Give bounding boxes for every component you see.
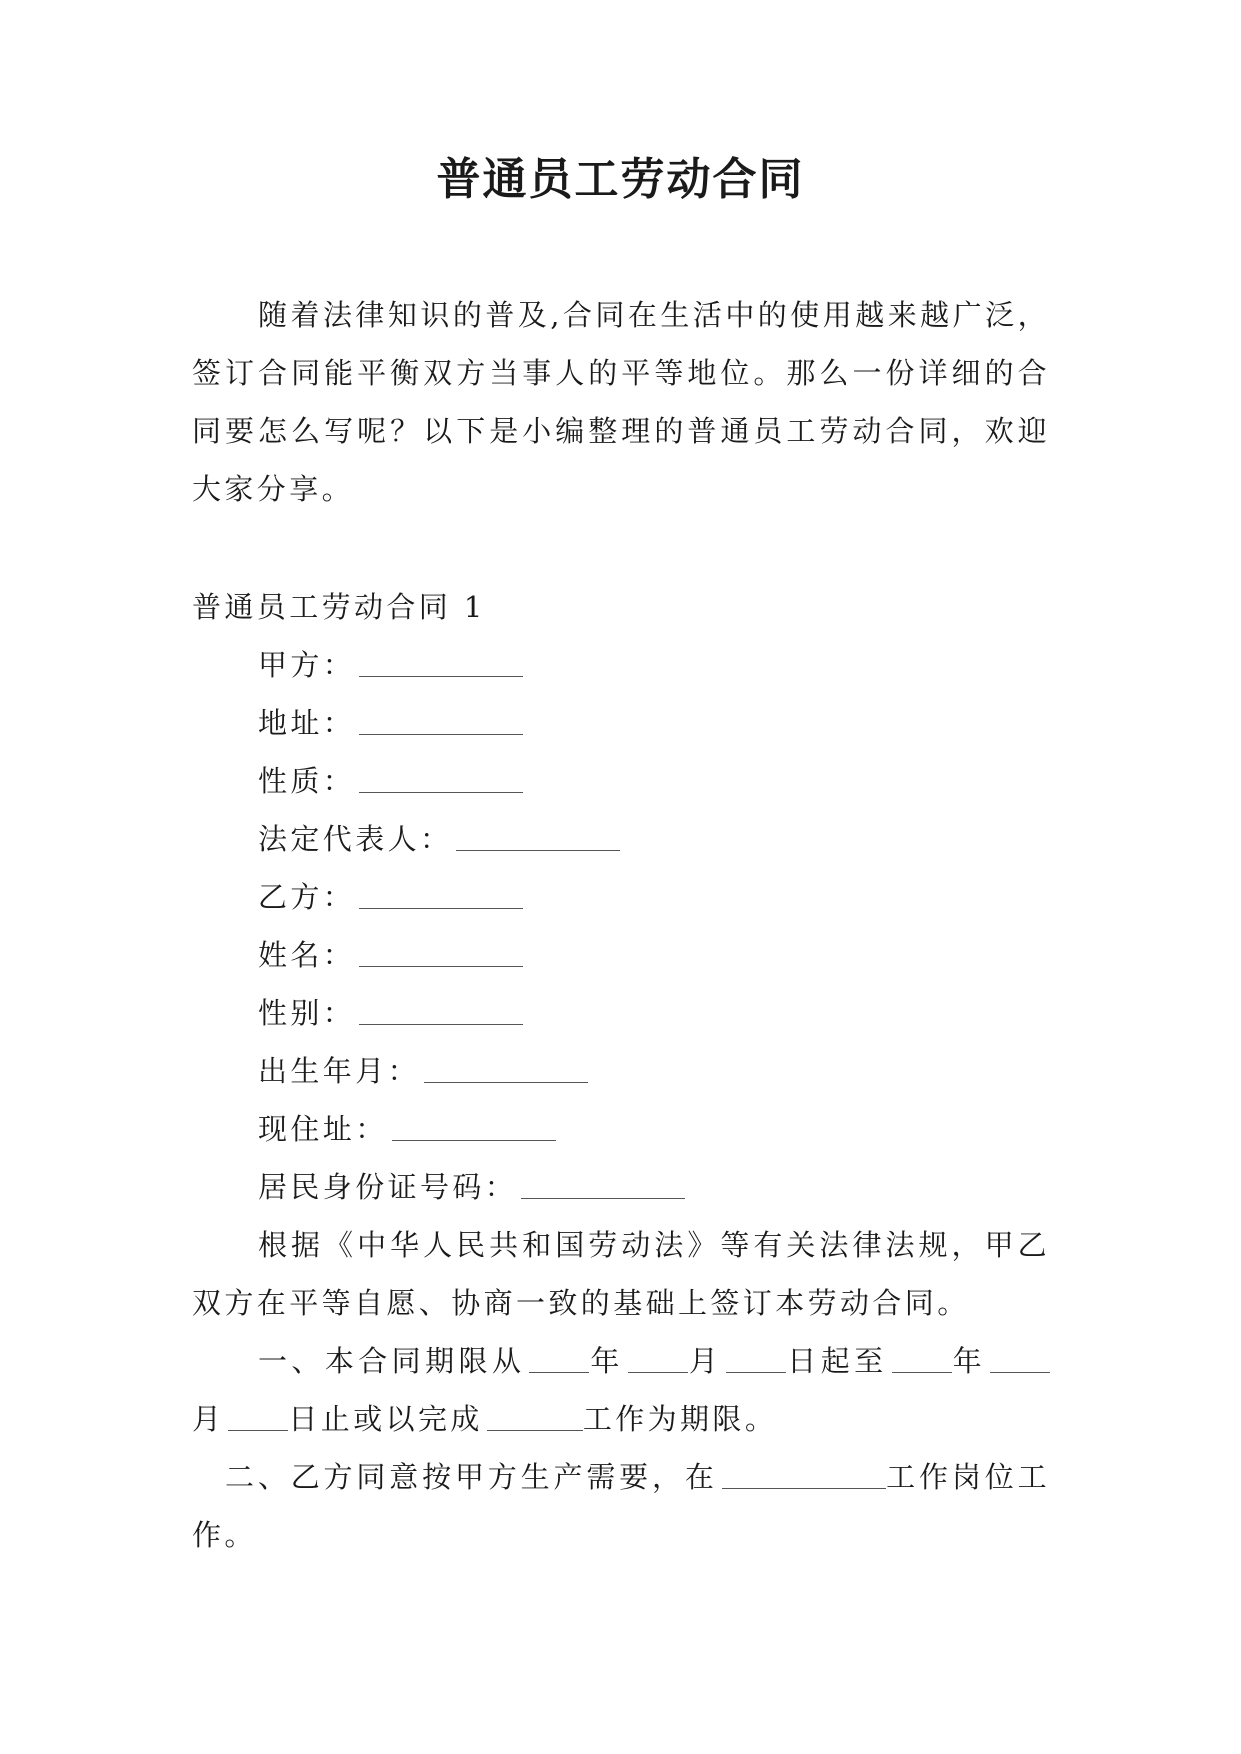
field-current-address [192,1100,1050,1158]
field-label: 现住址： [258,1112,388,1146]
field-label: 甲方： [258,648,356,682]
fill-blank [359,650,523,677]
clause-text: 年 [589,1344,624,1378]
fill-blank [359,708,523,735]
clause-text: 日止或以完成 [288,1402,483,1436]
fill-blank [359,766,523,793]
field-address [192,694,1050,752]
field-nature [192,752,1050,810]
clause-text: 一、本合同期限从 [258,1344,526,1378]
field-label: 性质： [258,764,356,798]
section-heading: 普通员工劳动合同 1 [192,590,486,624]
intro-paragraph: 随着法律知识的普及,合同在生活中的使用越来越广泛，签订合同能平衡双方当事人的平等地位。那么一份详细的合同要怎么写呢？以下是小编整理的普通员工劳动合同，欢迎大家分享。 [192,298,1050,506]
clause-text: 二、乙方同意按甲方生产需要，在 [225,1460,718,1494]
field-label: 乙方： [258,880,356,914]
basis-paragraph: 根据《中华人民共和国劳动法》等有关法律法规，甲乙双方在平等自愿、协商一致的基础上签订本劳动合同。 [192,1228,1050,1320]
fill-blank [892,1346,952,1373]
field-label: 出生年月： [258,1054,421,1088]
contract-body [192,578,1050,1564]
field-label: 性别： [258,996,356,1030]
field-gender [192,984,1050,1042]
field-party-a [192,636,1050,694]
field-label: 法定代表人： [258,822,453,856]
clause-text: 工作为期限。 [582,1402,778,1436]
fill-blank [359,998,523,1025]
document-title: 普通员工劳动合同 [436,154,805,205]
fill-blank [359,940,523,967]
clause-text: 日起至 [786,1344,888,1378]
clause-1 [192,1332,1050,1448]
field-legal-representative [192,810,1050,868]
fill-blank [990,1346,1050,1373]
field-id-number [192,1158,1050,1216]
fill-blank [628,1346,688,1373]
clause-text: 工作岗位工作。 [192,1460,1050,1552]
fill-blank [487,1404,583,1431]
fill-blank [228,1404,288,1431]
fill-blank [392,1114,556,1141]
clause-text: 月 [687,1344,723,1378]
fill-blank [456,824,620,851]
clause-text: 年 [951,1344,987,1378]
field-name [192,926,1050,984]
field-birth-date [192,1042,1050,1100]
fill-blank [722,1462,886,1489]
field-label: 居民身份证号码： [258,1170,518,1204]
field-party-b [192,868,1050,926]
fill-blank [359,882,523,909]
fill-blank [521,1172,685,1199]
field-label: 姓名： [258,938,356,972]
clause-text: 月 [192,1402,225,1436]
clause-2 [192,1448,1050,1564]
fill-blank [424,1056,588,1083]
fill-blank [529,1346,589,1373]
fill-blank [726,1346,786,1373]
field-label: 地址： [258,706,356,740]
